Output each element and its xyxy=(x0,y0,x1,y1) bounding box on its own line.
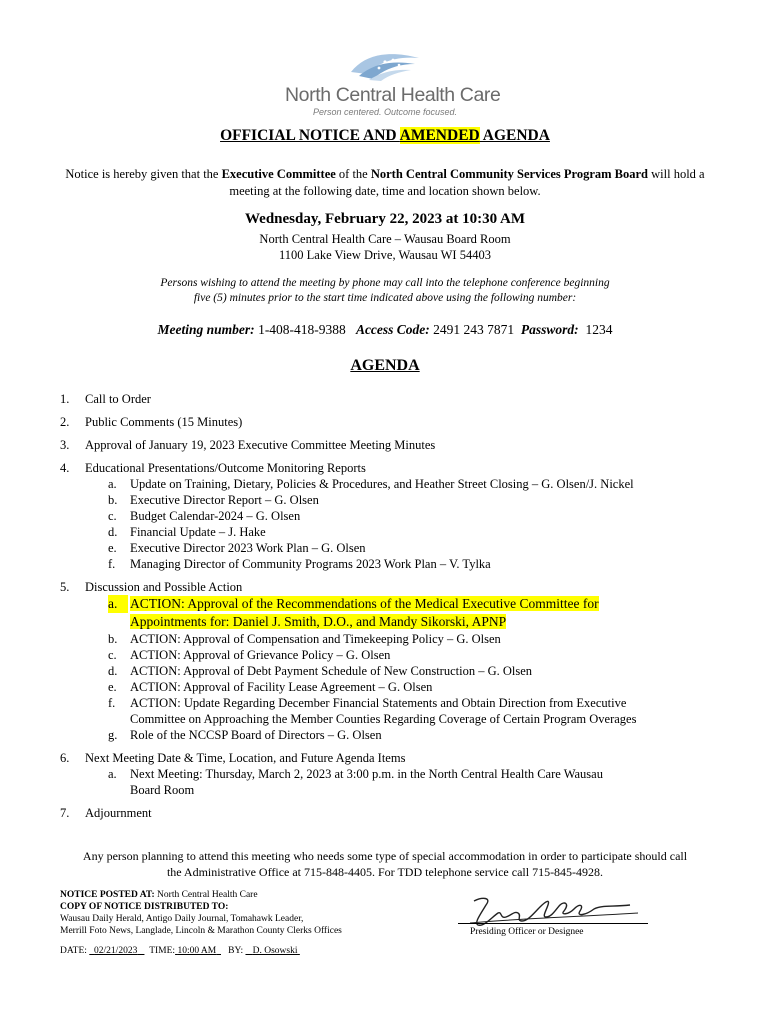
agenda-item: 2. Public Comments (15 Minutes) xyxy=(60,415,243,429)
accommodation-notice: Any person planning to attend this meeting who needs some type of special accommodation in order to participate should call the Administrative Office at 715-848-4405. For TDD telephone service call 715-845-4928. xyxy=(82,849,688,879)
posting-dateline: DATE: 02/21/2023 TIME: 10:00 AM BY: D. Osowski xyxy=(60,946,298,956)
agenda-item: 7. Adjournment xyxy=(60,806,152,820)
notice-intro: Notice is hereby given that the Executive Committee of the North Central Community Services Program Board will hold a meeting at the following date, time and location shown below. xyxy=(65,167,705,198)
logo-tagline: Person centered. Outcome focused. xyxy=(312,107,458,117)
agenda-item: 6. Next Meeting Date & Time, Location, and Future Agenda Items a. Next Meeting: Thursday, March 2, 2023 at 3:00 p.m. in the North Central Health Care Wausau Board Room xyxy=(60,750,740,798)
agenda-subitem: b. ACTION: Approval of Compensation and Timekeeping Policy – G. Olsen xyxy=(108,632,501,646)
meeting-location: North Central Health Care – Wausau Board Room 1100 Lake View Drive, Wausau WI 54403 xyxy=(259,232,511,262)
document-title: OFFICIAL NOTICE AND AMENDED AGENDA xyxy=(220,127,550,144)
agenda-subitem: d. Financial Update – J. Hake xyxy=(108,525,266,539)
agenda-subitem: d. ACTION: Approval of Debt Payment Schedule of New Construction – G. Olsen xyxy=(108,664,533,678)
agenda-subitem: c. ACTION: Approval of Grievance Policy – G. Olsen xyxy=(108,648,391,662)
agenda-subitem: c. Budget Calendar-2024 – G. Olsen xyxy=(108,509,301,523)
board-name: North Central Community Services Program Board xyxy=(370,167,649,181)
wave-logo-icon xyxy=(345,48,425,82)
agenda-subitem: b. Executive Director Report – G. Olsen xyxy=(108,493,319,507)
agenda-list xyxy=(60,391,740,828)
agenda-item: 4. Educational Presentations/Outcome Monitoring Reports a. Update on Training, Dietary, Policies & Procedures, and Heather Street Closing – G. Olsen/J. Nickel b. Executive Director Report – G. Olsen c. Budget Calendar-2024 – G. Olsen d. Financial Update – J. Hake e. Executive Director 2023 Work Plan – G. Olsen f. Managing Director of Community Programs 2023 Work Plan – V. Tylka xyxy=(60,460,740,572)
agenda-subitem: a. Next Meeting: Thursday, March 2, 2023 at 3:00 p.m. in the North Central Health Care Wausau Board Room xyxy=(108,767,603,797)
agenda-item: 1. Call to Order xyxy=(60,392,151,406)
posted-date: 02/21/2023 xyxy=(94,946,138,956)
meeting-number: 1-408-418-9388 xyxy=(258,322,346,337)
agenda-item: 3. Approval of January 19, 2023 Executive Committee Meeting Minutes xyxy=(60,438,436,452)
agenda-subitem-highlighted: a. ACTION: Approval of the Recommendations of the Medical Executive Committee for Appointments for: Daniel J. Smith, D.O., and Mandy Sikorski, APNP xyxy=(108,596,599,629)
logo-wordmark: North Central Health Care xyxy=(285,84,501,106)
agenda-subitem: a. Update on Training, Dietary, Policies & Procedures, and Heather Street Closing – G. Olsen/J. Nickel xyxy=(108,477,634,491)
signature-caption: Presiding Officer or Designee xyxy=(470,927,584,937)
agenda-subitem: f. ACTION: Update Regarding December Financial Statements and Obtain Direction from Executive Committee on Approaching the Member Counties Regarding Coverage of Certain Program Overages xyxy=(108,696,637,726)
conference-details: Meeting number: 1-408-418-9388 Access Code: 2491 243 7871 Password: 1234 xyxy=(157,322,613,337)
agenda-subitem: e. ACTION: Approval of Facility Lease Agreement – G. Olsen xyxy=(108,680,433,694)
password: 1234 xyxy=(585,322,613,337)
meeting-datetime: Wednesday, February 22, 2023 at 10:30 AM xyxy=(245,211,525,227)
phone-instructions: Persons wishing to attend the meeting by phone may call into the telephone conference beginning five (5) minutes prior to the start time indicated above using the following number: xyxy=(160,277,610,304)
agenda-item: 5. Discussion and Possible Action a. ACTION: Approval of the Recommendations of the Medical Executive Committee for Appointments for: Daniel J. Smith, D.O., and Mandy Sikorski, APNP b. ACTION: Approval of Compensation and Timekeeping Policy – G. Olsen c. ACTION: Approval of Grievance Policy – G. Olsen d. ACTION: Approval of Debt Payment Schedule of New Construction – G. Olsen e. ACTION: Approval of Facility Lease Agreement – G. Olsen f. ACTION: Update Regarding December Financial Statements and Obtain Direction from Executive Committee on Approaching the Member Counties Regarding Coverage of Certain Program Overages g. Role of the NCCSP Board of Directors – G. Olsen xyxy=(60,579,740,743)
agenda-subitem: e. Executive Director 2023 Work Plan – G. Olsen xyxy=(108,541,366,555)
agenda-heading: AGENDA xyxy=(350,357,420,374)
committee-name: Executive Committee xyxy=(221,167,336,181)
posted-by: D. Osowski xyxy=(252,946,298,956)
organization-logo xyxy=(285,48,501,123)
agenda-subitem: f. Managing Director of Community Programs 2023 Work Plan – V. Tylka xyxy=(108,557,491,571)
agenda-subitem: g. Role of the NCCSP Board of Directors – G. Olsen xyxy=(108,728,382,742)
signature-line xyxy=(458,923,648,924)
amended-highlight: AMENDED xyxy=(399,127,480,144)
access-code: 2491 243 7871 xyxy=(433,322,515,337)
posting-info: NOTICE POSTED AT: North Central Health Care COPY OF NOTICE DISTRIBUTED TO: Wausau Daily Herald, Antigo Daily Journal, Tomahawk Leader, Merrill Foto News, Langlade, Lincoln & Marathon County Clerks Offices xyxy=(60,890,342,936)
posted-time: 10:00 AM xyxy=(177,946,217,956)
